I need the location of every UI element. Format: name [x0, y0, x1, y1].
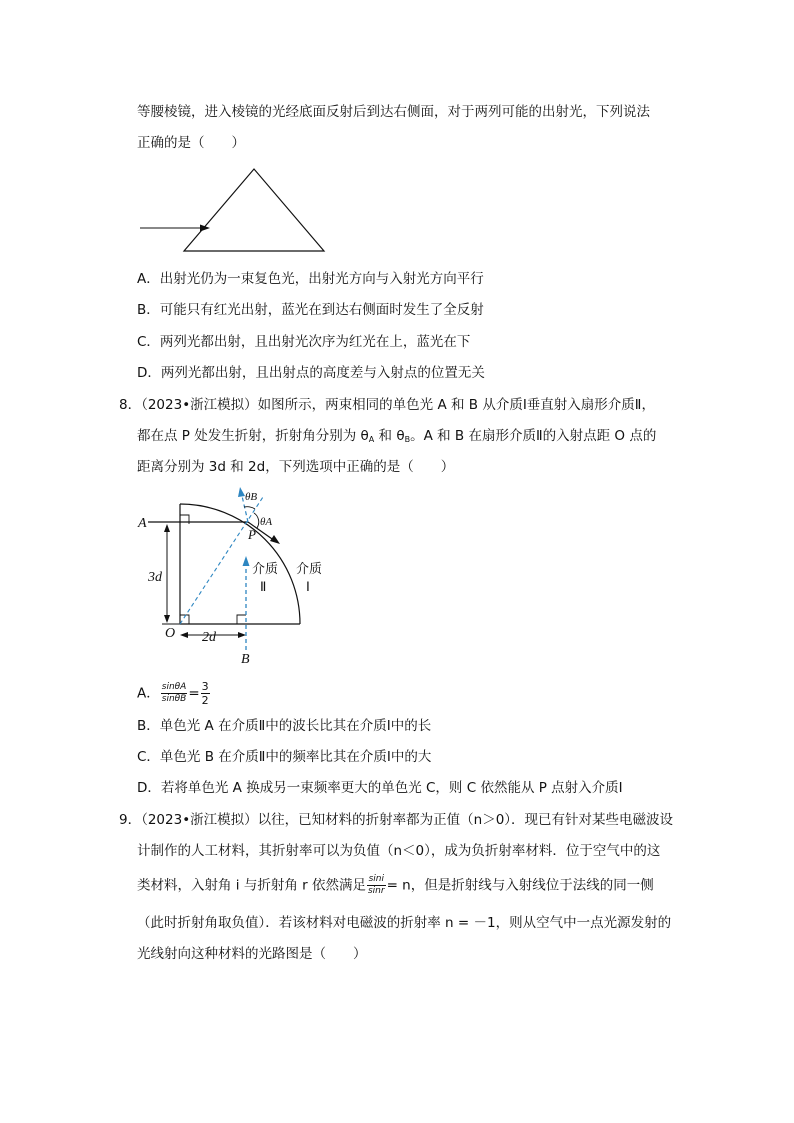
label-2d: 2d	[202, 630, 216, 645]
q7-option-a[interactable]: A．出射光仍为一束复色光，出射光方向与入射光方向平行	[137, 271, 484, 287]
q8-option-c[interactable]: C．单色光 B 在介质Ⅱ中的频率比其在介质Ⅰ中的大	[137, 749, 432, 765]
refracted-ray-b-arrowhead	[238, 487, 245, 497]
sector-figure	[130, 478, 340, 668]
label-medium2-word: 介质	[252, 561, 279, 576]
label-o: O	[165, 626, 176, 641]
q8-stem-line3: 距离分别为 3d 和 2d，下列选项中正确的是（ ）	[137, 459, 455, 475]
label-medium2-num: Ⅱ	[260, 579, 267, 594]
q9-stem-line3: 类材料，入射角 i 与折射角 r 依然满足 $\frac{\sin i}{\sin r}$ = n，但是折射线与入射线位于法线的同一侧	[137, 874, 654, 896]
label-medium1-num: Ⅰ	[306, 579, 310, 594]
q7-option-d[interactable]: D．两列光都出射，且出射点的高度差与入射点的位置无关	[137, 365, 485, 381]
angle-arc-a	[254, 513, 259, 528]
right-angle-mark-top	[180, 515, 189, 524]
normal-line	[180, 497, 263, 624]
angle-arc-b	[244, 507, 255, 509]
q9-stem-line1: 9．（2023•浙江模拟）以往，已知材料的折射率都为正值（n＞0）．现已有针对某些电磁波设	[119, 812, 674, 828]
refracted-ray-a-arrowhead	[270, 535, 280, 544]
label-p: P	[248, 527, 256, 542]
q8-stem-line2: 都在点 P 处发生折射，折射角分别为 $\theta_A$ 和 $\theta_B$。A 和 B 在扇形介质Ⅱ的入射点距 O 点的	[137, 428, 657, 444]
q8-option-a[interactable]: A． $\frac{\sin\theta A}{\sin\theta B}$ = $\frac{3}{2}$	[137, 680, 209, 707]
label-b: B	[241, 652, 250, 667]
prism-figure	[130, 160, 340, 260]
q8-stem-line1: 8．（2023•浙江模拟）如图所示，两束相同的单色光 A 和 B 从介质Ⅰ垂直射入扇形介质Ⅱ，	[119, 397, 655, 413]
q9-stem-line4: （此时折射角取负值）．若该材料对电磁波的折射率 n = －1，则从空气中一点光源发射的	[137, 915, 672, 931]
q7-option-c[interactable]: C．两列光都出射，且出射光次序为红光在上，蓝光在下	[137, 334, 471, 350]
label-theta-b: θB	[245, 491, 258, 503]
q7-stem-line2: 正确的是（ ）	[137, 135, 245, 151]
label-a: A	[138, 516, 147, 531]
label-3d: 3d	[148, 570, 162, 585]
q8-option-d[interactable]: D．若将单色光 A 换成另一束频率更大的单色光 C，则 C 依然能从 P 点射入介质Ⅰ	[137, 780, 623, 796]
q7-stem-line1: 等腰棱镜，进入棱镜的光经底面反射后到达右侧面，对于两列可能的出射光，下列说法	[137, 104, 650, 120]
prism-triangle	[184, 169, 324, 251]
right-angle-mark-b	[237, 615, 246, 624]
ray-b-arrowhead	[243, 556, 250, 566]
q9-stem-line5: 光线射向这种材料的光路图是（ ）	[137, 946, 367, 962]
q9-stem-line2: 计制作的人工材料，其折射率可以为负值（n＜0），成为负折射率材料．位于空气中的这	[137, 843, 661, 859]
q7-option-b[interactable]: B．可能只有红光出射，蓝光在到达右侧面时发生了全反射	[137, 302, 484, 318]
q8-option-b[interactable]: B．单色光 A 在介质Ⅱ中的波长比其在介质Ⅰ中的长	[137, 718, 432, 734]
label-medium1-word: 介质	[296, 561, 323, 576]
label-theta-a: θA	[260, 516, 273, 528]
